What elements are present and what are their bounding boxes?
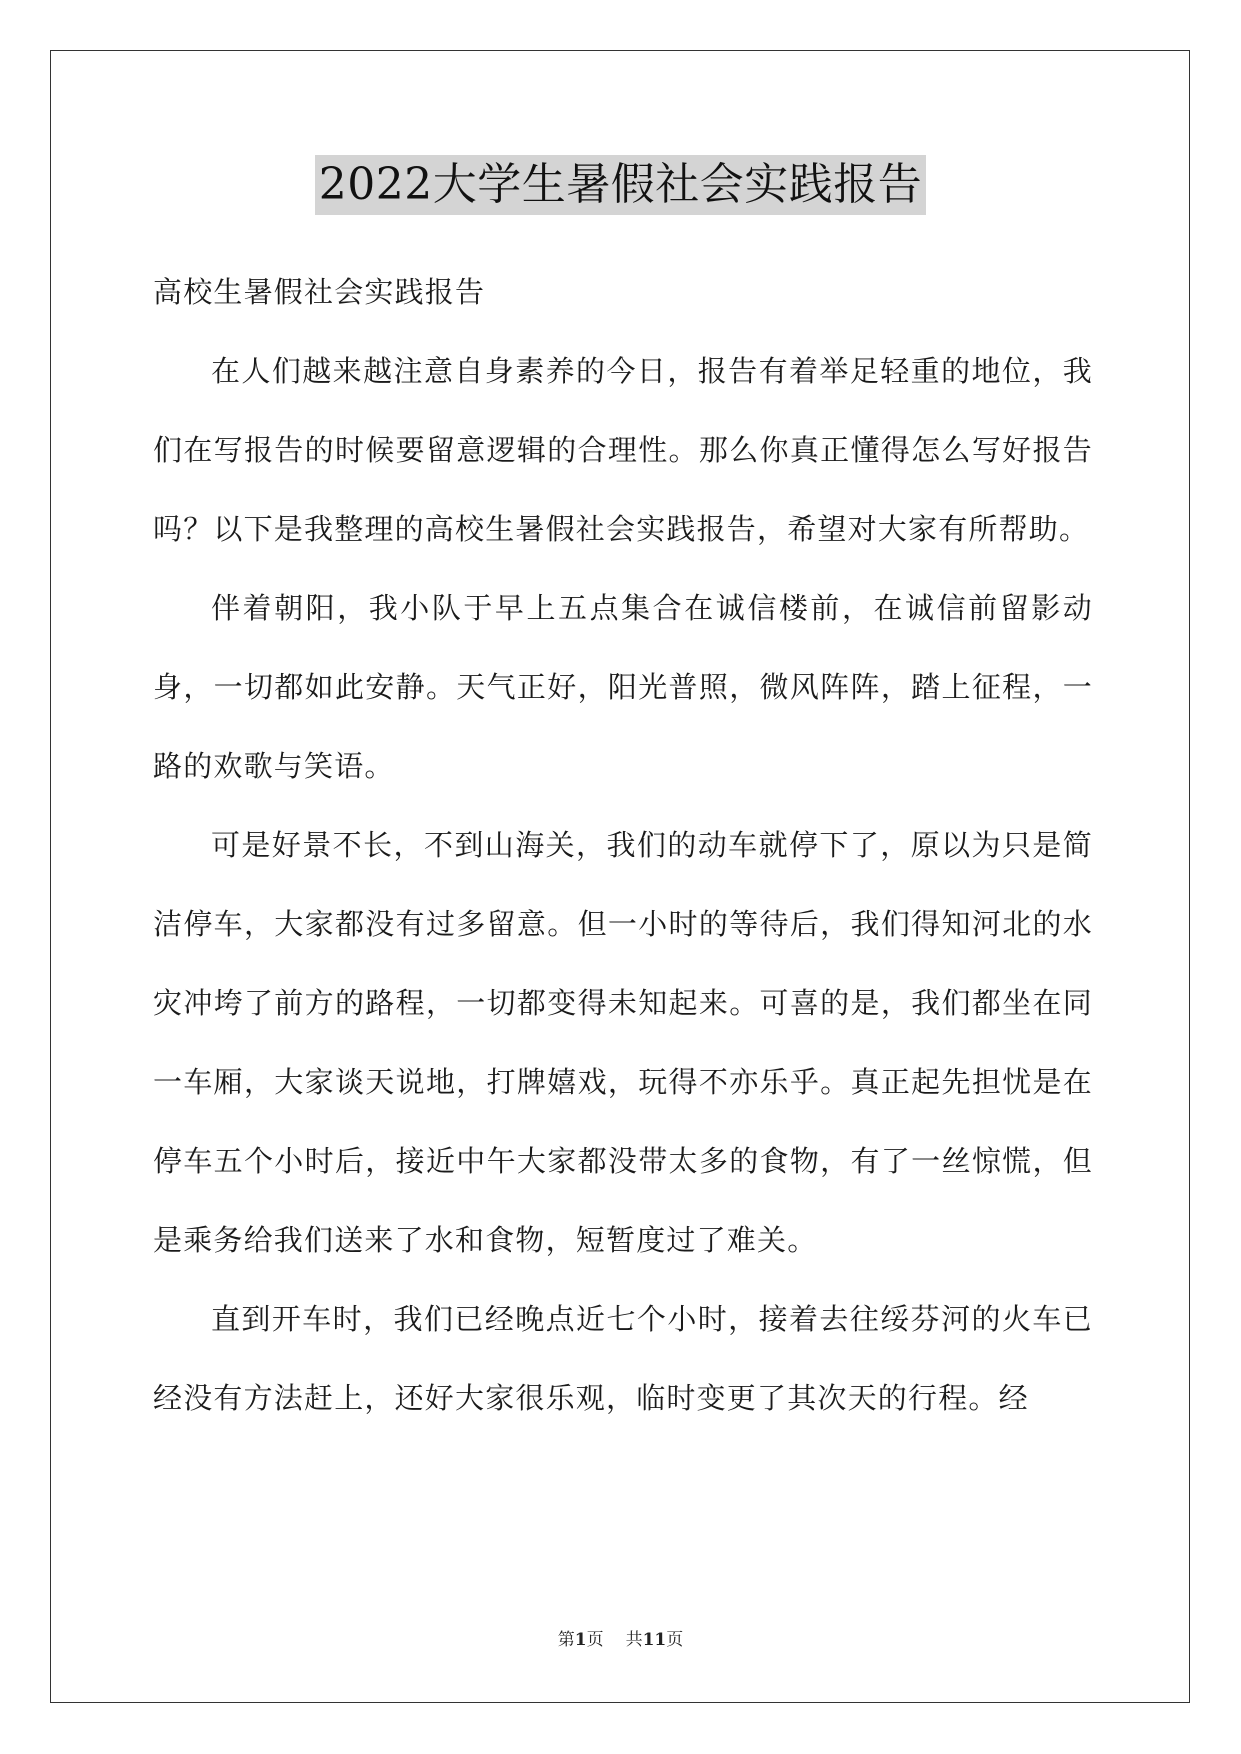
paragraph-train-delay: 可是好景不长，不到山海关，我们的动车就停下了，原以为只是简洁停车，大家都没有过多留意。但一小时的等待后，我们得知河北的水灾冲垮了前方的路程，一切都变得未知起来。可喜的是，我们都坐在同一车厢，大家谈天说地，打牌嬉戏，玩得不亦乐乎。真正起先担忧是在停车五个小时后，接近中午大家都没带太多的食物，有了一丝惊慌，但是乘务给我们送来了水和食物，短暂度过了难关。 — [153, 828, 1093, 1257]
total-pages-label — [626, 1630, 684, 1650]
total-page-count: 11 — [642, 1630, 667, 1650]
title-container — [0, 155, 1241, 215]
current-page-number: 1 — [574, 1630, 587, 1650]
page-suffix: 页 — [586, 1630, 604, 1650]
paragraph-intro: 在人们越来越注意自身素养的今日，报告有着举足轻重的地位，我们在写报告的时候要留意逻辑的合理性。那么你真正懂得怎么写好报告吗？以下是我整理的高校生暑假社会实践报告，希望对大家有所帮助。 — [153, 354, 1093, 546]
document-title: 2022大学生暑假社会实践报告 — [315, 155, 926, 215]
page-footer — [0, 1625, 1241, 1650]
page-number-label — [558, 1630, 604, 1650]
paragraph-schedule-change: 直到开车时，我们已经晚点近七个小时，接着去往绥芬河的火车已经没有方法赶上，还好大家很乐观，临时变更了其次天的行程。经 — [153, 1302, 1093, 1415]
document-subtitle: 高校生暑假社会实践报告 — [153, 275, 486, 309]
total-suffix: 页 — [666, 1630, 684, 1650]
total-prefix: 共 — [625, 1630, 643, 1650]
page-prefix: 第 — [557, 1630, 575, 1650]
paragraph-departure: 伴着朝阳，我小队于早上五点集合在诚信楼前，在诚信前留影动身，一切都如此安静。天气正好，阳光普照，微风阵阵，踏上征程，一路的欢歌与笑语。 — [153, 591, 1093, 783]
document-body — [153, 253, 1093, 1438]
